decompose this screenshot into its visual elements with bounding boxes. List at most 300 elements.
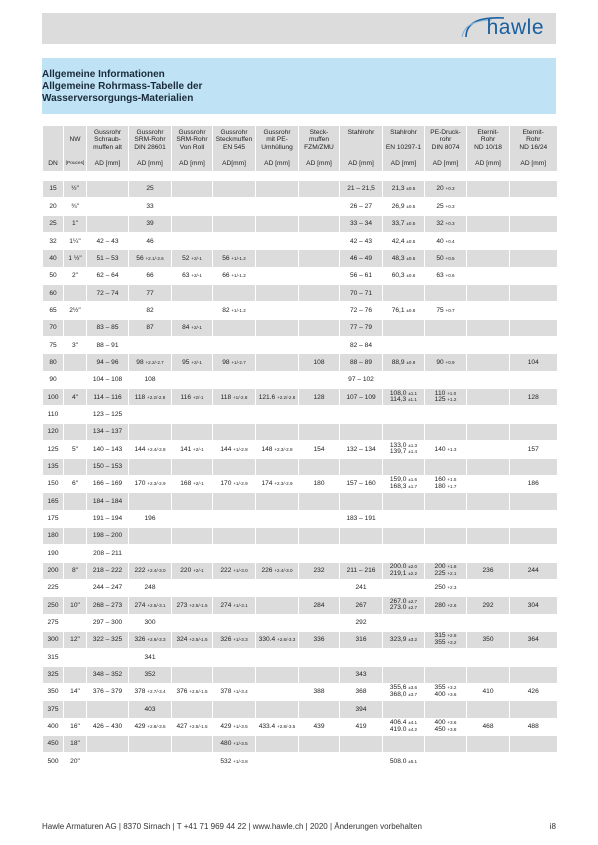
spacer-cell [383, 172, 425, 181]
value-cell [213, 666, 256, 683]
column-header [87, 126, 129, 157]
page-number: i8 [549, 822, 556, 831]
value-cell: 410 [467, 683, 510, 700]
spacer-cell [64, 172, 87, 181]
value-cell [256, 666, 299, 683]
table-row [43, 493, 557, 510]
value-cell [383, 337, 425, 354]
dn-cell: 350 [43, 683, 64, 700]
value-cell [172, 302, 213, 319]
value-cell [467, 337, 510, 354]
value-cell [256, 406, 299, 423]
value-cell: 426 – 430 [87, 718, 129, 735]
value-cell [172, 406, 213, 423]
nw-cell [64, 371, 87, 388]
value-cell: 39 [129, 215, 172, 232]
table-row [43, 579, 557, 596]
value-cell [510, 250, 557, 267]
footer-text: Hawle Armaturen AG | 8370 Sirnach | T +41 71 969 44 22 | www.hawle.ch | 2020 | Änderungen vorbehalten [42, 822, 422, 831]
nw-cell [64, 666, 87, 683]
value-cell [383, 493, 425, 510]
column-header-line: Eternit- [477, 129, 499, 136]
nw-cell: 8" [64, 562, 87, 579]
value-cell: 94 – 96 [87, 354, 129, 371]
nw-cell: ½" [64, 181, 87, 198]
value-cell: 114 – 116 [87, 389, 129, 406]
value-cell: 532 +1/-3.8 [213, 753, 256, 770]
value-cell [172, 285, 213, 302]
value-cell [510, 423, 557, 440]
header-band [42, 13, 556, 44]
value-cell [510, 319, 557, 336]
spacer-cell [213, 172, 256, 181]
value-cell [467, 423, 510, 440]
value-cell [383, 285, 425, 302]
value-cell: 350 [467, 631, 510, 648]
value-cell: 218 – 222 [87, 562, 129, 579]
value-cell: 208 – 211 [87, 545, 129, 562]
table-row [43, 441, 557, 458]
value-cell [172, 579, 213, 596]
value-cell [299, 215, 340, 232]
value-cell: 72 – 74 [87, 285, 129, 302]
value-cell: 250 +2.3 [425, 579, 467, 596]
nw-cell [64, 614, 87, 631]
value-cell [510, 736, 557, 753]
table-row [43, 683, 557, 700]
value-cell: 128 [299, 389, 340, 406]
value-cell [510, 198, 557, 215]
table-row [43, 423, 557, 440]
column-header-line: EN 10297-1 [385, 143, 422, 151]
table-row [43, 614, 557, 631]
value-cell: 133,0 ±1.3 139,7 ±1.4 [383, 441, 425, 458]
value-cell [299, 198, 340, 215]
table-row [43, 527, 557, 544]
nw-cell: 3" [64, 337, 87, 354]
value-cell: 170 +1/-2.9 [213, 475, 256, 492]
value-cell [87, 649, 129, 666]
column-header-line: Stahlrohr [390, 129, 417, 136]
value-cell [510, 337, 557, 354]
dn-cell: 110 [43, 406, 64, 423]
spacer-cell [87, 172, 129, 181]
nw-cell [64, 510, 87, 527]
value-cell [467, 614, 510, 631]
value-cell [467, 319, 510, 336]
value-cell [213, 493, 256, 510]
value-cell [383, 527, 425, 544]
value-cell [299, 406, 340, 423]
column-header-line: Steckmuffen [215, 136, 253, 144]
value-cell [299, 579, 340, 596]
pipe-dimension-table [42, 126, 557, 770]
column-header [256, 126, 299, 157]
value-cell [256, 701, 299, 718]
value-cell [340, 423, 383, 440]
value-cell [256, 181, 299, 198]
value-cell: 42 – 43 [340, 233, 383, 250]
value-cell: 56 +2.1/-2.6 [129, 250, 172, 267]
title-band [42, 58, 556, 114]
value-cell: 42 – 43 [87, 233, 129, 250]
value-cell: 330.4 +2.6/-3.3 [256, 631, 299, 648]
table-row [43, 215, 557, 232]
value-cell [213, 198, 256, 215]
value-cell: 388 [299, 683, 340, 700]
value-cell [213, 285, 256, 302]
value-cell [172, 510, 213, 527]
nw-cell [64, 527, 87, 544]
title-line-2: Allgemeine Rohrmass-Tabelle der [42, 81, 203, 92]
value-cell: 297 – 300 [87, 614, 129, 631]
value-cell [510, 493, 557, 510]
dn-cell: 40 [43, 250, 64, 267]
value-cell [213, 510, 256, 527]
dn-cell: 400 [43, 718, 64, 735]
dn-cell: 275 [43, 614, 64, 631]
value-cell [425, 371, 467, 388]
value-cell [510, 666, 557, 683]
unit-header: AD [mm] [510, 157, 557, 172]
value-cell: 82 +1/-1.2 [213, 302, 256, 319]
column-header [172, 126, 213, 157]
value-cell: 170 +2.3/-2.9 [129, 475, 172, 492]
value-cell [467, 753, 510, 770]
dn-cell: 60 [43, 285, 64, 302]
value-cell: 66 +1/-1.2 [213, 267, 256, 284]
value-cell [467, 736, 510, 753]
value-cell [299, 458, 340, 475]
nw-cell [64, 458, 87, 475]
dn-cell: 325 [43, 666, 64, 683]
dn-cell: 500 [43, 753, 64, 770]
value-cell: 184 – 184 [87, 493, 129, 510]
value-cell: 157 – 160 [340, 475, 383, 492]
nw-cell [64, 406, 87, 423]
column-header-line: FZM/ZMU [304, 143, 334, 151]
value-cell [299, 267, 340, 284]
column-header [467, 126, 510, 157]
value-cell [87, 736, 129, 753]
value-cell: 77 – 79 [340, 319, 383, 336]
value-cell: 376 – 379 [87, 683, 129, 700]
table-row [43, 319, 557, 336]
value-cell: 21,3 ±0.5 [383, 181, 425, 198]
value-cell [467, 198, 510, 215]
value-cell: 273 +2.5/-1.5 [172, 597, 213, 614]
value-cell: 88,9 ±0.9 [383, 354, 425, 371]
value-cell: 480 +1/-3.5 [213, 736, 256, 753]
value-cell [213, 181, 256, 198]
value-cell [129, 493, 172, 510]
value-cell [383, 614, 425, 631]
value-cell [383, 666, 425, 683]
column-header-line: Gussrohr [136, 129, 164, 136]
spacer-cell [425, 172, 467, 181]
value-cell: 180 [299, 475, 340, 492]
column-header-line: Umhüllung [261, 143, 293, 151]
value-cell [467, 475, 510, 492]
nw-cell: 4" [64, 389, 87, 406]
value-cell: 292 [340, 614, 383, 631]
value-cell: 429 +2.8/-3.5 [129, 718, 172, 735]
table-row [43, 753, 557, 770]
unit-header: AD [mm] [383, 157, 425, 172]
value-cell [425, 666, 467, 683]
column-header-line: ND 10/18 [474, 143, 502, 151]
column-header-line: Stahlrohr [347, 129, 375, 136]
unit-header: AD [mm] [299, 157, 340, 172]
value-cell: 427 +2.5/-1.5 [172, 718, 213, 735]
dn-cell: 32 [43, 233, 64, 250]
value-cell [213, 614, 256, 631]
dn-cell: 200 [43, 562, 64, 579]
value-cell [340, 527, 383, 544]
value-cell: 118 +2.2/-2.8 [129, 389, 172, 406]
value-cell [425, 493, 467, 510]
column-header-line: Schraub- [94, 136, 121, 144]
value-cell [299, 319, 340, 336]
value-cell [256, 250, 299, 267]
table-row [43, 389, 557, 406]
value-cell [172, 371, 213, 388]
value-cell: 343 [340, 666, 383, 683]
value-cell: 72 – 76 [340, 302, 383, 319]
value-cell [256, 458, 299, 475]
column-header-line: rohr [439, 136, 452, 144]
dn-cell: 135 [43, 458, 64, 475]
value-cell: 26 – 27 [340, 198, 383, 215]
value-cell [172, 233, 213, 250]
value-cell [383, 736, 425, 753]
brand-name: hawle [486, 16, 544, 39]
nw-cell: 1" [64, 215, 87, 232]
value-cell [383, 649, 425, 666]
value-cell: 315 +2.9 355 +3.2 [425, 631, 467, 648]
value-cell: 63 +2/-1 [172, 267, 213, 284]
value-cell [172, 666, 213, 683]
value-cell [256, 319, 299, 336]
column-header-line: DIN 8074 [431, 143, 460, 151]
value-cell: 222 +1/-3.0 [213, 562, 256, 579]
value-cell [299, 545, 340, 562]
value-cell [383, 406, 425, 423]
value-cell: 300 [129, 614, 172, 631]
column-header-line: Gussrohr [220, 129, 248, 136]
value-cell: 98 +1/-2.7 [213, 354, 256, 371]
value-cell [467, 250, 510, 267]
value-cell: 108 [129, 371, 172, 388]
value-cell [299, 493, 340, 510]
unit-header: AD [mm] [340, 157, 383, 172]
value-cell: 433.4 +2.8/-3.5 [256, 718, 299, 735]
value-cell [340, 493, 383, 510]
dn-cell: 315 [43, 649, 64, 666]
value-cell [510, 649, 557, 666]
column-header [383, 126, 425, 157]
value-cell [87, 198, 129, 215]
value-cell [172, 198, 213, 215]
table-row [43, 649, 557, 666]
value-cell: 429 +1/-3.5 [213, 718, 256, 735]
value-cell: 60,3 ±0.6 [383, 267, 425, 284]
value-cell [467, 389, 510, 406]
value-cell [299, 649, 340, 666]
column-header-line: Rohr [480, 136, 496, 144]
value-cell [383, 371, 425, 388]
nw-cell: 10" [64, 597, 87, 614]
value-cell [425, 701, 467, 718]
value-cell [425, 736, 467, 753]
table-row [43, 736, 557, 753]
value-cell: 394 [340, 701, 383, 718]
value-cell: 166 – 169 [87, 475, 129, 492]
value-cell: 123 – 125 [87, 406, 129, 423]
value-cell [213, 545, 256, 562]
value-cell: 76,1 ±0.8 [383, 302, 425, 319]
value-cell: 352 [129, 666, 172, 683]
value-cell [510, 458, 557, 475]
value-cell: 25 [129, 181, 172, 198]
column-header-line: ND 16/24 [519, 143, 548, 151]
value-cell [425, 458, 467, 475]
nw-cell [64, 579, 87, 596]
table-row [43, 285, 557, 302]
value-cell: 326 +1/-3.3 [213, 631, 256, 648]
value-cell: 324 +2.5/-1.5 [172, 631, 213, 648]
value-cell: 121.6 +2.2/-2.8 [256, 389, 299, 406]
value-cell [510, 267, 557, 284]
unit-header: DN [43, 157, 64, 172]
value-cell: 118 +1/-2.8 [213, 389, 256, 406]
value-cell: 21 – 21,5 [340, 181, 383, 198]
value-cell: 244 – 247 [87, 579, 129, 596]
dn-cell: 450 [43, 736, 64, 753]
value-cell [467, 302, 510, 319]
spacer-cell [43, 172, 64, 181]
nw-cell: 2½" [64, 302, 87, 319]
value-cell: 406.4 ±4.1 419.0 ±4.2 [383, 718, 425, 735]
value-cell: 226 +2.4/-3.0 [256, 562, 299, 579]
dn-cell: 20 [43, 198, 64, 215]
value-cell [256, 579, 299, 596]
value-cell: 42,4 ±0.5 [383, 233, 425, 250]
value-cell: 95 +2/-1 [172, 354, 213, 371]
value-cell [510, 371, 557, 388]
value-cell [467, 545, 510, 562]
value-cell [256, 545, 299, 562]
value-cell [425, 285, 467, 302]
value-cell [129, 545, 172, 562]
column-header-line: Gussrohr [178, 129, 206, 136]
column-header-line: Eternit- [522, 129, 544, 136]
value-cell [467, 458, 510, 475]
value-cell [172, 649, 213, 666]
value-cell [510, 302, 557, 319]
value-cell: 341 [129, 649, 172, 666]
value-cell: 33 – 34 [340, 215, 383, 232]
value-cell: 157 [510, 441, 557, 458]
value-cell [299, 423, 340, 440]
value-cell [87, 181, 129, 198]
unit-header: [Pouces] [64, 157, 87, 172]
dn-cell: 180 [43, 527, 64, 544]
value-cell: 25 +0.3 [425, 198, 467, 215]
table-row [43, 666, 557, 683]
value-cell: 140 +1.3 [425, 441, 467, 458]
value-cell [172, 423, 213, 440]
value-cell [340, 649, 383, 666]
value-cell: 284 [299, 597, 340, 614]
spacer-cell [256, 172, 299, 181]
value-cell [299, 753, 340, 770]
value-cell: 87 [129, 319, 172, 336]
value-cell [172, 215, 213, 232]
column-header-line: Gussrohr [263, 129, 291, 136]
value-cell [467, 267, 510, 284]
value-cell [340, 458, 383, 475]
value-cell [510, 215, 557, 232]
table-row [43, 233, 557, 250]
title-line-1: Allgemeine Informationen [42, 69, 165, 80]
unit-header: AD [mm] [425, 157, 467, 172]
unit-header: AD [mm] [129, 157, 172, 172]
value-cell: 98 +2.2/-2.7 [129, 354, 172, 371]
value-cell: 52 +2/-1 [172, 250, 213, 267]
column-header-line: SRM-Rohr [134, 136, 166, 144]
value-cell: 200.0 ±2.0 219,1 ±2.2 [383, 562, 425, 579]
value-cell [467, 527, 510, 544]
dn-cell: 15 [43, 181, 64, 198]
value-cell: 160 +1.5 180 +1.7 [425, 475, 467, 492]
value-cell: 83 – 85 [87, 319, 129, 336]
column-header [340, 126, 383, 157]
value-cell: 400 +3.6 450 +3.8 [425, 718, 467, 735]
value-cell: 33,7 ±0.5 [383, 215, 425, 232]
column-header-line: muffen [308, 136, 330, 144]
value-cell: 159,0 ±1.6 168,3 ±1.7 [383, 475, 425, 492]
value-cell [467, 406, 510, 423]
column-header [129, 126, 172, 157]
value-cell [425, 545, 467, 562]
dn-cell: 25 [43, 215, 64, 232]
value-cell [467, 233, 510, 250]
value-cell [172, 181, 213, 198]
spacer-cell [467, 172, 510, 181]
value-cell [510, 545, 557, 562]
value-cell: 66 [129, 267, 172, 284]
nw-cell: 14" [64, 683, 87, 700]
value-cell: 144 +1/-2.8 [213, 441, 256, 458]
value-cell: 144 +2.4/-2.8 [129, 441, 172, 458]
value-cell [383, 579, 425, 596]
value-cell: 84 +2/-1 [172, 319, 213, 336]
value-cell: 355 +3.2 400 +3.6 [425, 683, 467, 700]
value-cell [383, 458, 425, 475]
value-cell: 439 [299, 718, 340, 735]
value-cell [256, 527, 299, 544]
value-cell [467, 181, 510, 198]
table-row [43, 198, 557, 215]
column-header-line: EN 545 [223, 143, 245, 151]
brand-logo [454, 16, 544, 40]
value-cell [510, 701, 557, 718]
value-cell [256, 267, 299, 284]
dn-cell: 120 [43, 423, 64, 440]
value-cell: 70 – 71 [340, 285, 383, 302]
value-cell: 46 – 49 [340, 250, 383, 267]
